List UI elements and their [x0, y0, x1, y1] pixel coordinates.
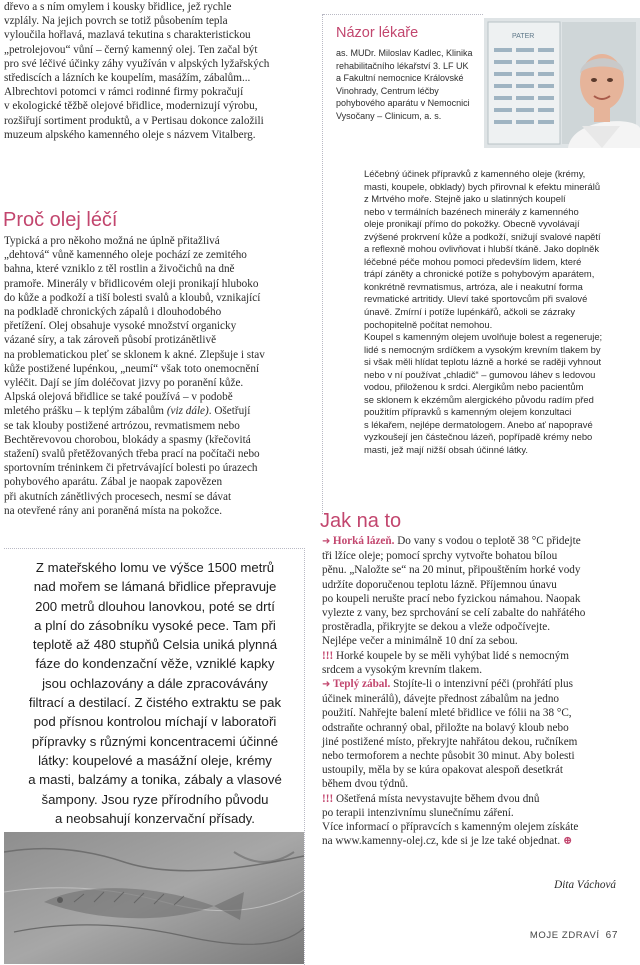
why-line: na podkladě chronických zápalů i dlouhodobého — [4, 306, 222, 319]
doctor-text-line: léčebné péče mohou pomoci především lidem, které — [364, 255, 582, 267]
doctor-text-line: se sklonem k ekzémům alergického původu radím před — [364, 393, 594, 405]
doctor-text-line: s lékařem, nejlépe dermatologem. Anebo ať napopravé — [364, 418, 593, 430]
fossil-stone-image — [4, 832, 304, 964]
doctor-text-line: lidé s nemocným srdíčkem a vysokým krevním tlakem by — [364, 343, 601, 355]
howto-line — [322, 634, 622, 648]
howto-line — [322, 706, 622, 720]
production-line: a plní do zásobníku vysoké pece. Tam při — [34, 617, 276, 633]
intro-line: muzeum alpského kamenného oleje s názvem Vitalberg. — [4, 128, 256, 141]
warm-wrap-label: Teplý zábal. — [332, 678, 391, 691]
doctor-text-line: nebo v termálních bazénech minerály z kamenného — [364, 205, 579, 217]
doctor-text-line: revmatické artritidy. Uleví také sportovcům při svalové — [364, 293, 588, 305]
why-line: na otevřené rány ani poraněná místa na pokožce. — [4, 504, 223, 517]
intro-line: střediscích a lázních ke koupelím, masážím, zábalům... — [4, 72, 251, 85]
doctor-author-line: rehabilitačního lékařství 3. LF UK — [336, 60, 469, 71]
production-line: šampony. Jsou ryze přírodního původu — [41, 791, 269, 807]
howto-line-text: jiné postižené místo, překryjte nahřátou dekou, ručníkem — [322, 735, 578, 748]
why-line: při akutních zánětlivých procesech, nesmí se dávat — [4, 490, 232, 503]
why-line: vázané síry, a tak zároveň působí protizánětlivě — [4, 334, 217, 347]
arrow-bullet-icon: ➜ — [322, 536, 333, 547]
howto-line-text: Do vany s vodou o teplotě 38 °C přidejte — [394, 535, 581, 547]
howto-line-text: srdcem a vysokým krevním tlakem. — [322, 663, 483, 676]
doctor-opinion-text — [364, 168, 610, 457]
doctor-text-line: únavě. Zmírní i potíže lupénkářů, ačkoli se zázraky — [364, 306, 576, 318]
doctor-text-line: oleje pronikají přímo do pokožky. Obecně vyvolávají — [364, 218, 580, 230]
doctor-text-line: použitím přípravků s kamenným olejem konzultaci — [364, 406, 572, 418]
doctor-text-line: nebo v ní používat „chladič“ – gumovou láhev s ledovou — [364, 368, 596, 380]
howto-line-text: odstraňte ochranný obal, přiložte na bolavý kloub nebo — [322, 721, 569, 734]
doctor-author-line: as. MUDr. Miloslav Kadlec, Klinika — [336, 48, 473, 58]
why-line: přetížení. Olej obsahuje vysoké množství organicky — [4, 320, 237, 333]
howto-line — [322, 792, 622, 806]
production-line: jsou ochlazovány a dále zpracovávány — [42, 675, 268, 691]
why-heading: Proč olej léčí — [3, 209, 118, 231]
why-line: na problematickou pleť se sklonem k akné. Zlepšuje i stav — [4, 348, 265, 361]
doctor-author — [336, 47, 486, 123]
howto-line — [322, 721, 622, 735]
why-line: se tak klouby postižené artrózou, revmatismem nebo — [4, 419, 240, 432]
howto-line — [322, 549, 622, 563]
doctor-photo — [484, 18, 640, 148]
doctor-opinion-heading: Názor lékaře — [336, 25, 419, 41]
howto-line-text: Horké koupele by se měli vyhýbat lidé s nemocným — [333, 649, 570, 662]
why-line: pramoře. Minerály v břidlicovém oleji pronikají hluboko — [4, 277, 259, 290]
production-line: filtrací a destilací. Z čistého extraktu se pak — [28, 695, 282, 711]
intro-line: v ekologické těžbě olejové břidlice, modernizují výrobu, — [4, 100, 258, 113]
howto-line-text: během dvou týdnů. — [322, 778, 409, 791]
doctor-author-line: Vysočany – Clinicum, a. s. — [336, 110, 442, 121]
warning-mark: !!! — [322, 792, 334, 805]
howto-line — [322, 649, 622, 663]
production-line: přípravky s různými koncentracemi účinné — [31, 733, 279, 749]
arrow-bullet-icon: ➜ — [322, 679, 333, 691]
doctor-author-line: Vinohrady, Centrum léčby — [336, 85, 439, 96]
doctor-text-line: konkrétně revmatismus, artróza, ale i neakutní forma — [364, 280, 583, 292]
howto-line-text: ustoupily, měla by se kúra opakovat alespoň desetkrát — [322, 764, 563, 777]
howto-line — [322, 663, 622, 677]
howto-line-text: na www.kamenny-olej.cz, kde si je lze také objednat. — [322, 835, 561, 848]
intro-paragraph — [4, 0, 304, 142]
page-number: 67 — [605, 930, 618, 941]
why-line: kůže postižené lupénkou, „neumí“ však toto onemocnění — [4, 362, 260, 375]
howto-line-text: použití. Nahřejte balení mleté břidlice ve fólii na 38 °C, — [322, 707, 572, 720]
howto-line — [322, 534, 622, 549]
howto-line — [322, 620, 622, 634]
warning-mark: !!! — [322, 649, 334, 662]
why-line: stažení) svalů přetěžovaných třeba prací na počítači nebo — [4, 448, 260, 461]
howto-line — [322, 677, 622, 692]
photo-chart-caption: PATER — [512, 33, 535, 40]
howto-line — [322, 820, 622, 834]
howto-line — [322, 592, 622, 606]
howto-text — [322, 534, 622, 848]
hot-bath-label: Horká lázeň. — [332, 535, 395, 547]
intro-line: rozšiřují sortiment produktů, a v Pertisau dokonce založili — [4, 114, 264, 127]
doctor-text-line: masti, koupele, obklady) bych přirovnal k efektu minerálů — [364, 180, 601, 192]
production-line: a neobsahují konzervační přísady. — [55, 810, 255, 826]
production-line: nad mořem se lámaná břidlice přepravuje — [33, 579, 277, 595]
howto-line — [322, 578, 622, 592]
howto-line-text: udržíte doporučenou teplotu lázně. Příjemnou únavu — [322, 578, 557, 591]
page-footer — [530, 930, 618, 941]
doctor-text-line: si však měli hlídat teplotu lázně a horké se raději vyhnout — [364, 356, 602, 368]
howto-line — [322, 763, 622, 777]
howto-line — [322, 563, 622, 577]
why-line: Typická a pro někoho možná ne úplně přitažlivá — [4, 235, 220, 247]
doctor-text-line: z Mrtvého moře. Stejně jako u slatinných koupelí — [364, 193, 566, 205]
howto-heading: Jak na to — [320, 510, 402, 532]
doctor-text-line: masti, jež mají nižší obsah účinné látky. — [364, 444, 528, 456]
production-line: a masti, balzámy a tonika, zábaly a vlasové — [28, 772, 282, 788]
why-paragraph — [4, 234, 304, 518]
why-line: sportovním tréninkem či přetrvávající bolesti po úrazech — [4, 462, 258, 475]
howto-line — [322, 806, 622, 820]
intro-line: Albrechtovi potomci v rámci rodinné firmy pokračují — [4, 86, 244, 99]
howto-line — [322, 834, 622, 848]
howto-line-text: po koupeli nerušte prací nebo fyzickou námahou. Naopak — [322, 592, 581, 605]
intro-line: pro své léčivé účinky záhy využíván v alpských lyžařských — [4, 57, 270, 70]
see-below-note: (viz dále) — [166, 405, 209, 418]
why-line: do kůže a podkoží a tiší bolesti svalů a kloubů, vznikající — [4, 291, 261, 304]
howto-line-text: tři lžíce oleje; pomocí sprchy vytvořte bohatou bílou — [322, 550, 558, 563]
howto-line-text: účinek minerálů), dávejte přednost zábalům na jedno — [322, 693, 560, 706]
doctor-text-line: vodou, přiloženou k srdci. Alergikům nebo pacientům — [364, 381, 584, 393]
howto-line — [322, 777, 622, 791]
doctor-text-line: trápí záněty a chronické potíže s pohybovým aparátem, — [364, 268, 595, 280]
end-mark-icon: ⊕ — [560, 835, 573, 848]
howto-line — [322, 749, 622, 763]
production-line: Z mateřského lomu ve výšce 1500 metrů — [35, 560, 275, 575]
howto-line — [322, 735, 622, 749]
doctor-text-line: Léčebný účinek přípravků z kamenného oleje (krémy, — [364, 168, 586, 179]
doctor-author-line: pohybového aparátu v Nemocnici — [336, 98, 470, 109]
howto-line-text: prostěradla, přikryjte se dekou a vleže odpočívejte. — [322, 621, 551, 634]
why-line: Bechtěrevovou chorobou, blokády a spasmy (křečovitá — [4, 433, 251, 446]
howto-line — [322, 692, 622, 706]
production-line: 200 metrů dlouhou lanovkou, poté se drtí — [35, 598, 275, 614]
why-line: Alpská olejová břidlice se také používá – v podobě — [4, 391, 233, 404]
intro-line: „petrolejovou“ vůní – černý kamenný olej. Ten začal být — [4, 43, 258, 56]
howto-line-text: pěnu. „Naložte se“ na 20 minut, připouštěním horké vody — [322, 564, 581, 577]
howto-line — [322, 606, 622, 620]
howto-line-text: Ošetřená místa nevystavujte během dvou dnů — [333, 792, 540, 805]
production-line: pod přísnou kontrolou míchají v laboratoři — [33, 714, 277, 730]
why-line: mletého prášku – k teplým zábalům (viz dále). Ošetřují — [4, 405, 251, 418]
production-line: fáze do kondenzační věže, vzniklé kapky — [35, 656, 275, 672]
howto-line-text: Více informací o přípravcích s kamenným olejem získáte — [322, 821, 579, 834]
doctor-text-line: vyzkoušejí jen částečnou lázeň, popřípadě krémy nebo — [364, 431, 593, 443]
production-line: látky: koupelové a masážní oleje, krémy — [38, 752, 272, 768]
production-text — [14, 558, 296, 828]
howto-line-text: vylezte z vany, bez sprchování se celí zabalte do nahřátého — [322, 607, 586, 620]
howto-line-text: po terapii intenzivnímu slunečnímu záření. — [322, 806, 514, 819]
magazine-name: MOJE ZDRAVÍ — [529, 930, 600, 941]
doctor-author-line: a Fakultní nemocnice Královské — [336, 73, 464, 84]
why-line: „dehtová“ vůně kamenného oleje pochází ze zemitého — [4, 249, 247, 262]
doctor-text-line: pochopitelně počítat nemohou. — [364, 318, 493, 330]
why-line: pohybového aparátu. Zábal je naopak zapovězen — [4, 476, 223, 489]
intro-line: vyloučila hořlavá, mazlavá tekutina s charakteristickou — [4, 29, 251, 42]
intro-line: vzplály. Na jejich povrch se totiž působením tepla — [4, 15, 228, 28]
howto-line-text: nebo termoforem a nechte působit 30 minut. Aby bolesti — [322, 750, 575, 763]
why-line: bahna, které vzniklo z těl rostlin a živočichů na dně — [4, 263, 235, 276]
intro-line: dřevo a s ním omylem i kousky břidlice, jež rychle — [4, 1, 232, 13]
howto-line-text: Stojíte-li o intenzivní péči (prohřátí plus — [390, 678, 573, 691]
howto-line-text: Nejlépe večer a minimálně 10 dní za sebou. — [322, 635, 518, 648]
production-line: teplotě až 480 stupňů Celsia uniká plynná — [32, 637, 278, 653]
doctor-text-line: a reflexně mohou ovlivňovat i hlubší tkáně. Jako doplněk — [364, 243, 600, 255]
doctor-text-line: zvýšené prokrvení kůže a podkoží, snižují svalové napětí — [364, 230, 601, 242]
doctor-text-line: Koupel s kamenným olejem uvolňuje bolest a regeneruje; — [364, 331, 603, 343]
why-line: vyléčit. Dají se jím doléčovat jizvy po poranění kůže. — [4, 377, 244, 390]
article-author: Dita Váchová — [554, 879, 616, 891]
